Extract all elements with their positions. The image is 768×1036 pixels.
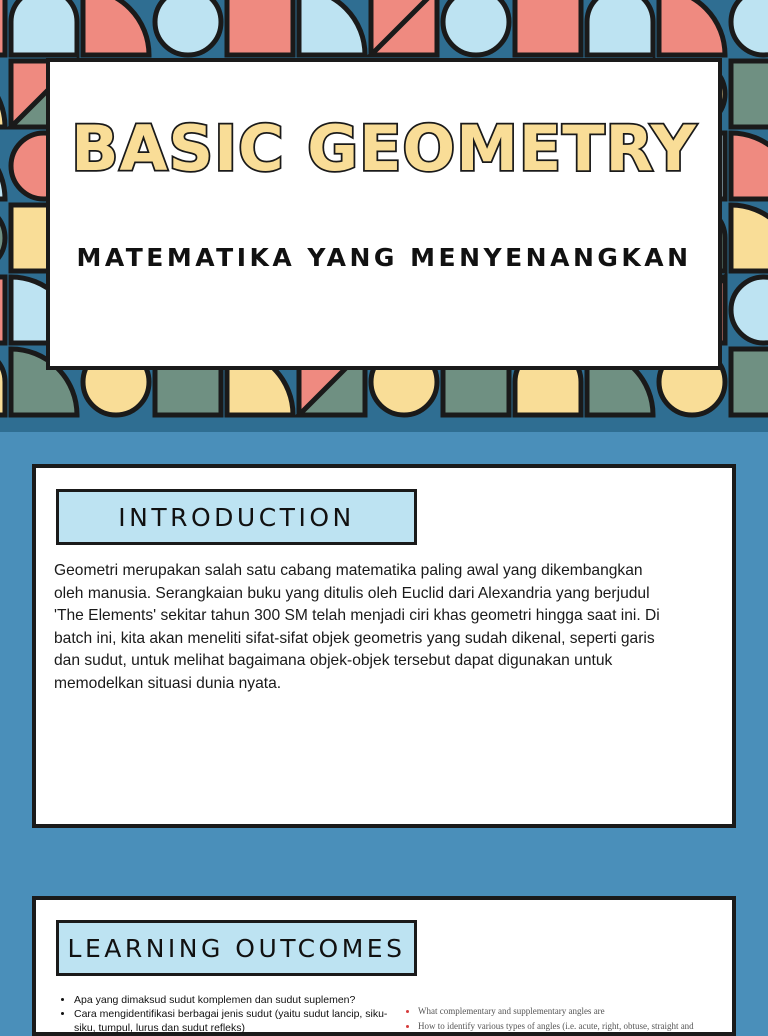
pattern-tile [11,0,77,55]
pattern-tile [731,349,768,415]
learning-outcomes-heading: LEARNING OUTCOMES [56,920,417,976]
outcomes-list-indonesian [58,993,404,1035]
header-banner [0,0,768,432]
pattern-tile [0,277,5,343]
intro-line: dan sudut, untuk melihat bagaimana objek-objek tersebut dapat digunakan untuk [54,652,613,670]
pattern-tile [0,0,5,55]
pattern-tile [443,0,509,55]
intro-line: 'The Elements' sekitar tahun 300 SM telah menjadi ciri khas geometri hingga saat ini. Di [54,607,660,625]
intro-line: batch ini, kita akan meneliti sifat-sifat objek geometris yang sudah dikenal, seperti garis [54,629,655,647]
introduction-card [32,464,736,828]
introduction-heading: INTRODUCTION [56,489,417,545]
list-item: • How to identify various types of angles (i.e. acute, right, obtuse, straight and [418,1019,738,1034]
intro-line: Geometri merupakan salah satu cabang matematika paling awal yang dikembangkan [54,562,643,579]
intro-line: oleh manusia. Serangkaian buku yang ditulis oleh Euclid dari Alexandria yang berjudul [54,584,650,602]
page-subtitle: MATEMATIKA YANG MENYENANGKAN [76,243,692,272]
pattern-tile [83,0,149,55]
list-item: • Apa yang dimaksud sudut komplemen dan sudut suplemen? [74,993,404,1007]
pattern-tile [0,349,5,415]
page-title: BASIC GEOMETRY [71,112,697,185]
pattern-tile [515,0,581,55]
pattern-tile [731,0,768,55]
learning-outcomes-card [32,896,736,1036]
pattern-tile [587,0,653,55]
pattern-tile [659,0,725,55]
intro-line: memodelkan situasi dunia nyata. [54,674,282,692]
outcomes-list-english [406,1004,738,1034]
title-card [46,58,722,370]
list-item: • Cara mengidentifikasi berbagai jenis sudut (yaitu sudut lancip, siku-siku, tumpul, lurus dan sudut refleks) [74,1007,404,1035]
pattern-tile [227,0,293,55]
pattern-tile [299,0,365,55]
pattern-tile [731,277,768,343]
list-item: • What complementary and supplementary angles are [418,1004,738,1019]
pattern-tile [155,0,221,55]
introduction-text [54,560,730,696]
